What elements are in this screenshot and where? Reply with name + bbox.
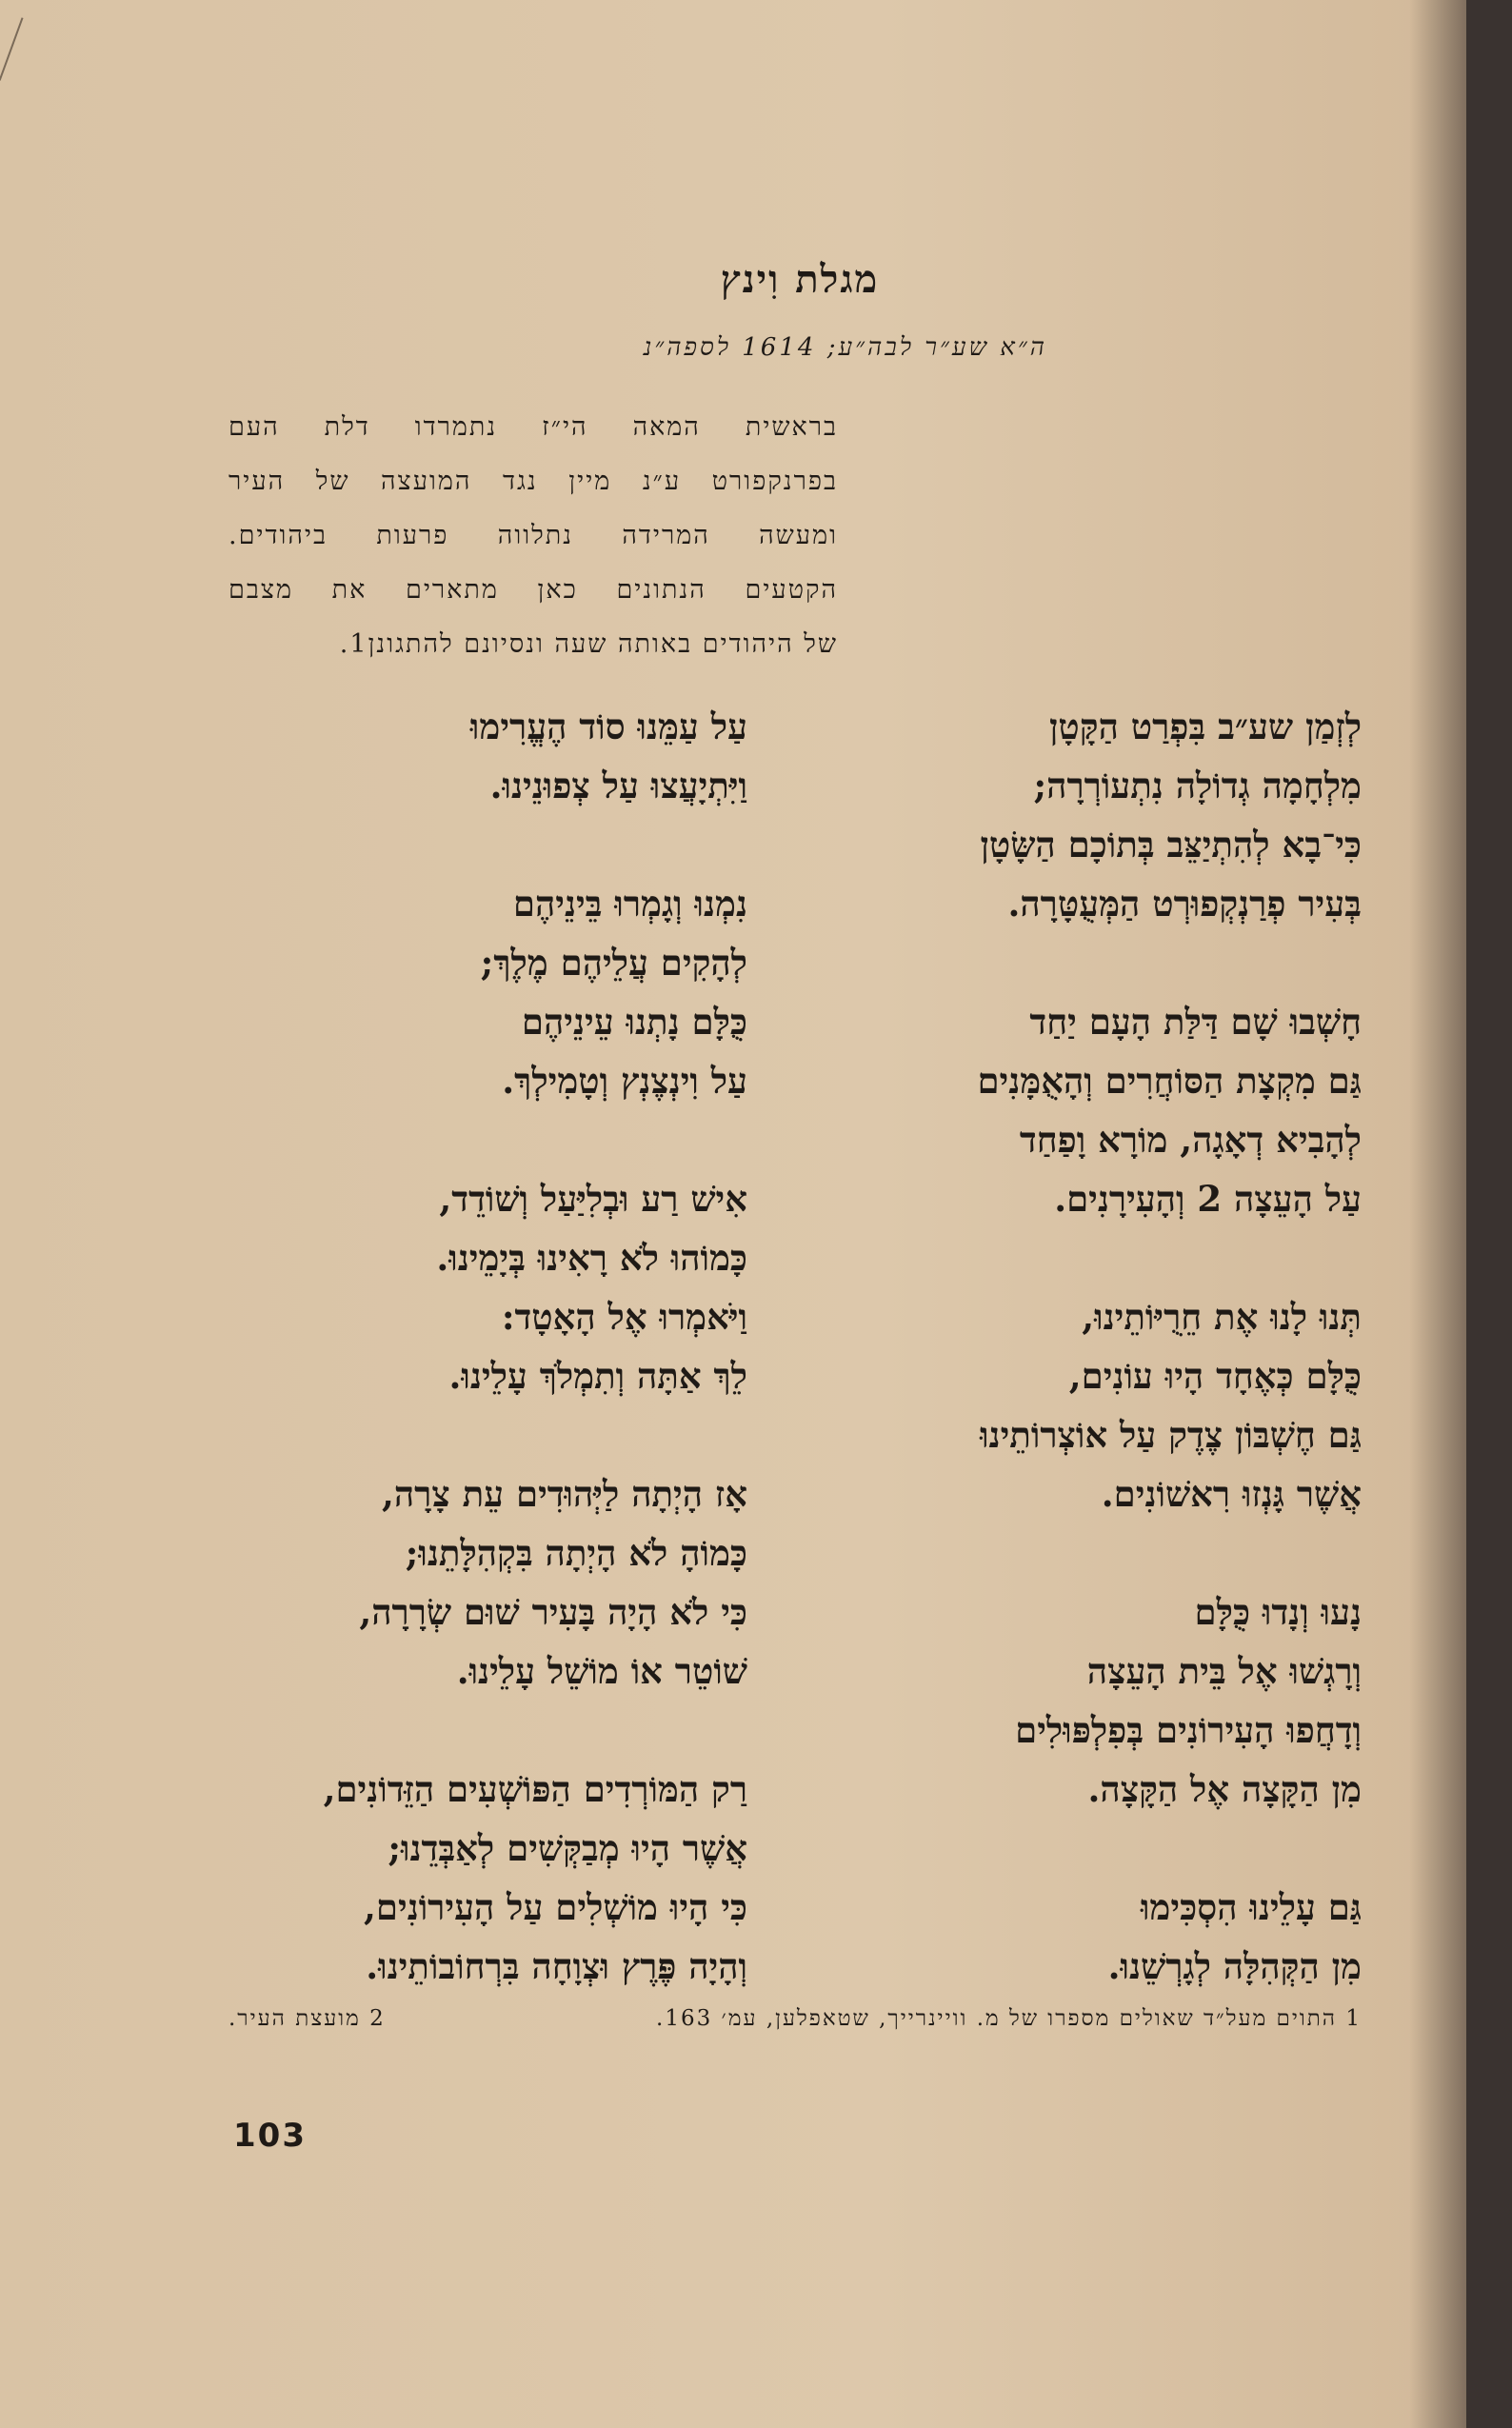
poem-line: גַּם חֶשְׁבּוֹן צֶדֶק עַל אוֹצְרוֹתֵינוּ: [980, 1414, 1362, 1456]
stanza: [214, 697, 747, 815]
binding-shadow: [1409, 0, 1466, 2428]
footnote-1: 1 התוים מעל״ד שאולים מספרו של מ. וויינרייך, שטאפלען, עמ׳ 163.: [656, 2006, 1362, 2031]
poem-line: חָשְׁבוּ שָׁם דַּלַּת הָעָם יַחַד: [1029, 1001, 1362, 1043]
intro-line: הקטעים הנתונים כאן מתארים את מצבם: [229, 575, 838, 605]
stanza: [214, 1760, 747, 1996]
stanza: [828, 1287, 1362, 1523]
poem-line: אָז הָיְתָה לַיְּהוּדִים עֵת צָרָה,: [381, 1473, 747, 1515]
poem-line: וְהָיָה פֶּרֶץ וּצְוָחָה בִּרְחוֹבוֹתֵינוּ.: [366, 1945, 747, 1987]
page-number: 103: [233, 2117, 307, 2155]
poem-line: כֻּלָּם כְּאֶחָד הָיוּ עוֹנִים,: [1068, 1355, 1362, 1397]
stanza: [214, 1464, 747, 1701]
poem-line: שׁוֹטֵר אוֹ מוֹשֵׁל עָלֵינוּ.: [456, 1650, 747, 1692]
poem-line: נִמְנוּ וְגָמְרוּ בֵּינֵיהֶם: [512, 883, 747, 925]
poem-line: תְּנוּ לָנוּ אֶת חֵרֻיּוֹתֵינוּ,: [1082, 1296, 1362, 1338]
poem-line: בְּעִיר פְרַנְקְפוּרְט הַמְּעֻטָּרָה.: [1007, 883, 1362, 925]
poem-line: עַל עַמֵּנוּ סוֹד הֶעֱרִימוּ: [469, 706, 747, 747]
poem-line: אֲשֶׁר הָיוּ מְבַקְּשִׁים לְאַבְּדֵנוּ;: [388, 1827, 747, 1869]
poem-line: מִן הַקְּהִלָּה לְגָרְשֵׁנוּ.: [1107, 1945, 1362, 1987]
poem-line: לְהָקִים עֲלֵיהֶם מֶלֶךְ;: [480, 942, 747, 984]
poem-line: נָעוּ וְנָדוּ כֻּלָּם: [1194, 1591, 1362, 1633]
poem-column-left: [214, 697, 747, 2055]
poem-line: כִּי־בָא לְהִתְיַצֵּב בְּתוֹכָם הַשָּׂטָן: [980, 824, 1362, 866]
stanza: [214, 1169, 747, 1405]
stanza: [828, 697, 1362, 933]
poem-line: כָּמוֹהוּ לֹא רָאִינוּ בְּיָמֵינוּ.: [436, 1237, 747, 1279]
intro-paragraph: [229, 400, 838, 671]
date-subtitle: ה״א שע״ר לבה״ע; 1614 לספה״נ: [643, 333, 1047, 362]
poem-line: אֲשֶׁר גָּנְזוּ רִאשׁוֹנִים.: [1101, 1473, 1362, 1515]
poem-line: כֻּלָּם נָתְנוּ עֵינֵיהֶם: [521, 1001, 747, 1043]
poem-line: וְרָגְשׁוּ אֶל בֵּית הָעֵצָה: [1086, 1650, 1362, 1692]
footnote-2: 2 מועצת העיר.: [229, 2006, 386, 2031]
poem-line: כִּי לֹא הָיָה בָּעִיר שׁוּם שְׂרָרָה,: [359, 1591, 747, 1633]
poem-line: עַל וִינְצֶנְץ וְטָמִילְךְ.: [502, 1060, 747, 1102]
poem-line: וַיִּתְיָעֲצוּ עַל צְפוּנֵינוּ.: [489, 765, 747, 806]
intro-line: בפרנקפורט ע״נ מיין נגד המועצה של העיר: [229, 467, 838, 496]
poem-line: וַיֹּאמְרוּ אֶל הָאָטָד:: [501, 1296, 747, 1338]
stanza: [214, 874, 747, 1110]
poem-line: גַּם עָלֵינוּ הִסְכִּימוּ: [1140, 1886, 1362, 1928]
title-text: מגלת וִינץ: [720, 257, 880, 302]
poem-line: מִן הַקָּצָה אֶל הַקָּצָה.: [1087, 1768, 1362, 1810]
poem-line: רַק הַמּוֹרְדִים הַפּוֹשְׁעִים הַזֵּדוֹנִים,: [323, 1768, 747, 1810]
poem-line: גַּם מִקְצָת הַסּוֹחֲרִים וְהָאֻמָּנִים: [977, 1060, 1362, 1102]
poem-line: לְזְמַן שע״ב בִּפְרַט הַקָּטָן: [1049, 706, 1362, 747]
poem-line: כִּי הָיוּ מוֹשְׁלִים עַל הָעִירוֹנִים,: [364, 1886, 747, 1928]
stanza: [828, 1582, 1362, 1819]
footnotes: [229, 2006, 1362, 2031]
stanza: [828, 1878, 1362, 1996]
poem-line: אִישׁ רַע וּבְלִיַּעַל וְשׁוֹדֵד,: [439, 1178, 747, 1220]
page-title: [0, 257, 1428, 302]
intro-line: בראשית המאה הי״ז נתמרדו דלת העם: [229, 412, 838, 442]
poem-line: לֵךְ אַתָּה וְתִמְלֹךְ עָלֵינוּ.: [448, 1355, 747, 1397]
poem-line: וְדָחֲפוּ הָעִירוֹנִים בְּפִלְפּוּלִים: [1015, 1709, 1362, 1751]
poem-column-right: [828, 697, 1362, 2055]
poem-line: מִלְחָמָה גְדוֹלָה נִתְעוֹרְרָה;: [1033, 765, 1362, 806]
poem-line: לְהָבִיא דְאָגָה, מוֹרָא וָפַחַד: [1019, 1119, 1362, 1161]
page-tear: [0, 17, 41, 87]
intro-line: ומעשה המרידה נתלווה פרעות ביהודים.: [229, 521, 838, 550]
stanza: [828, 992, 1362, 1228]
intro-line: של היהודים באותה שעה ונסיונם להתגונן1.: [339, 629, 838, 659]
poem-line: כָּמוֹהָ לֹא הָיְתָה בִּקְהִלָּתֵנוּ;: [405, 1532, 747, 1574]
poem-line: עַל הָעֵצָה 2 וְהָעִירָנִים.: [1054, 1178, 1362, 1220]
